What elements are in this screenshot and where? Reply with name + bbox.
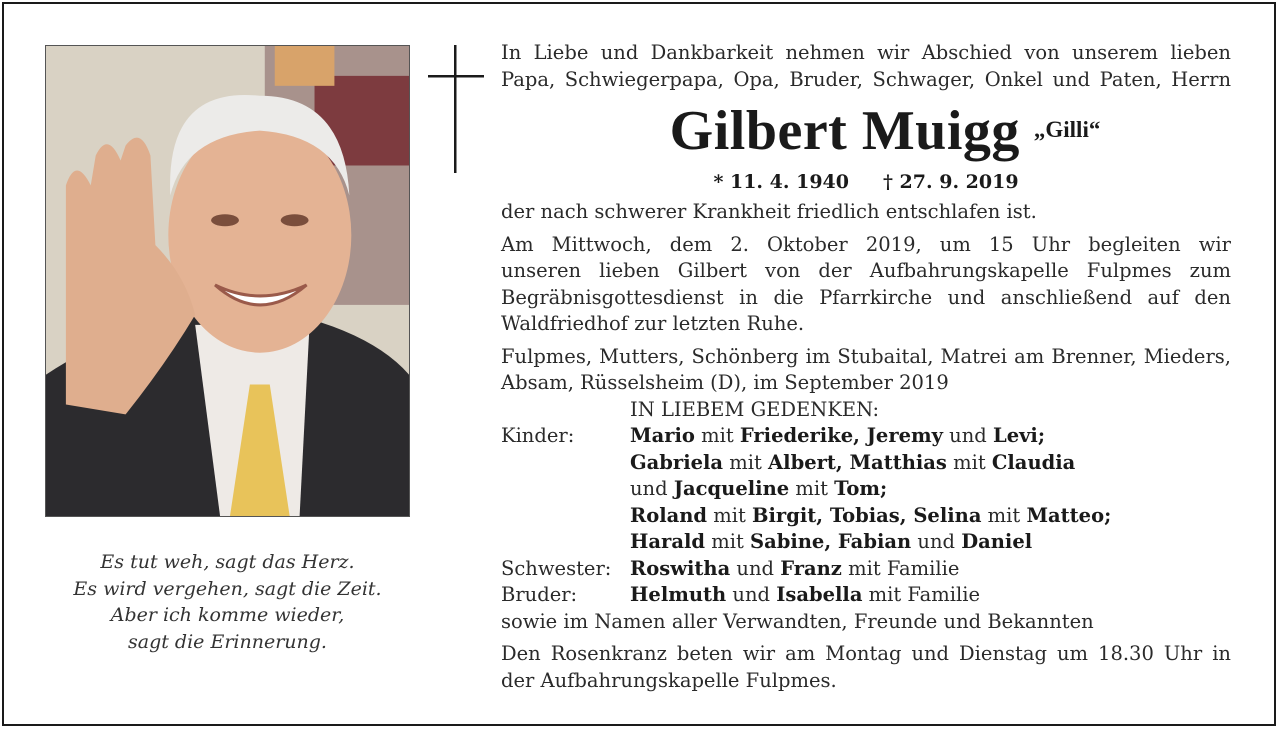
- family-row-sister: [501, 556, 1231, 583]
- deceased-nickname: „Gilli“: [1033, 117, 1101, 142]
- family-member-name: Helmuth: [630, 583, 727, 606]
- deceased-name: Gilbert Muigg: [669, 100, 1020, 162]
- family-member-name: Albert, Matthias: [768, 450, 947, 474]
- children-list: [630, 423, 1231, 556]
- family-row-brother: [501, 582, 1231, 609]
- cross-icon: [428, 45, 484, 173]
- family-connector-text: mit: [946, 450, 992, 474]
- family-role-label: Kinder:: [501, 424, 575, 447]
- intro-line: Papa, Schwiegerpapa, Opa, Bruder, Schwager, Onkel und Paten, Herrn: [501, 67, 1231, 91]
- family-connector-text: und: [942, 424, 993, 447]
- deceased-heading: [501, 97, 1231, 163]
- intro-line: In Liebe und Dankbarkeit nehmen wir Abschied von unserem lieben: [501, 41, 1231, 64]
- family-connector-text: mit: [723, 450, 769, 474]
- family-connector-text: mit: [789, 477, 835, 500]
- portrait-photo: [45, 45, 410, 517]
- memorial-heading-row: [501, 397, 1231, 424]
- poem-line: Es wird vergehen, sagt die Zeit.: [73, 577, 382, 600]
- family-member-name: Claudia: [991, 450, 1076, 474]
- relatives-line: sowie im Namen aller Verwandten, Freunde und Bekannten: [501, 609, 1094, 633]
- family-connector-text: und: [730, 556, 781, 580]
- family-connector-text: mit: [981, 503, 1027, 527]
- family-members-line: [630, 582, 1231, 609]
- death-date: † 27. 9. 2019: [883, 171, 1019, 193]
- family-connector-text: und: [911, 530, 962, 553]
- family-member-name: Friederike, Jeremy: [739, 424, 943, 447]
- family-member-name: Jacqueline: [673, 477, 790, 500]
- family-member-name: Roswitha: [630, 556, 731, 580]
- family-role-label: Schwester:: [501, 556, 612, 580]
- family-role-label: Bruder:: [501, 583, 578, 606]
- brother-list: [630, 582, 1231, 609]
- family-connector-text: mit Familie: [862, 583, 981, 606]
- family-member-name: Sabine, Fabian: [749, 530, 912, 553]
- family-connector-text: mit Familie: [841, 556, 960, 580]
- family-connector-text: mit: [694, 424, 740, 447]
- family-connector-text: mit: [705, 530, 750, 553]
- portrait-illustration: [46, 46, 409, 516]
- family-member-name: Isabella: [776, 583, 863, 606]
- family-member-name: Levi;: [992, 424, 1046, 447]
- family-connector-text: mit: [707, 503, 753, 527]
- funeral-line: unseren lieben Gilbert von der Aufbahrungskapelle Fulpmes zum: [501, 259, 1231, 282]
- memorial-poem: [45, 549, 410, 655]
- family-member-name: Birgit, Tobias, Selina: [752, 503, 982, 527]
- passing-line: der nach schwerer Krankheit friedlich entschlafen ist.: [501, 200, 1037, 223]
- family-member-name: Franz: [780, 556, 842, 580]
- family-members-line: [630, 450, 1231, 477]
- poem-line: Aber ich komme wieder,: [110, 604, 345, 626]
- family-member-name: Roland: [630, 503, 708, 527]
- family-connector-text: und: [630, 477, 674, 500]
- family-member-name: Gabriela: [630, 450, 724, 474]
- places-line: Fulpmes, Mutters, Schönberg im Stubaital, Matrei am Brenner, Mieders,: [501, 344, 1231, 368]
- life-dates: [501, 165, 1231, 199]
- rosary-line: der Aufbahrungskapelle Fulpmes.: [501, 668, 837, 692]
- family-row-children: [501, 423, 1231, 556]
- family-members-line: [630, 476, 1231, 503]
- family-member-name: Harald: [630, 530, 706, 553]
- family-connector-text: und: [726, 583, 777, 606]
- family-member-name: Tom;: [834, 477, 888, 500]
- family-members-line: [630, 423, 1231, 450]
- family-member-name: Matteo;: [1026, 503, 1112, 527]
- birth-date: * 11. 4. 1940: [713, 171, 849, 193]
- poem-line: sagt die Erinnerung.: [128, 630, 327, 653]
- rosary-line: Den Rosenkranz beten wir am Montag und Dienstag um 18.30 Uhr in: [501, 642, 1231, 665]
- family-members-line: [630, 529, 1231, 556]
- sister-list: [630, 556, 1231, 583]
- memorial-heading: IN LIEBEM GEDENKEN:: [630, 397, 880, 421]
- funeral-line: Waldfriedhof zur letzten Ruhe.: [501, 312, 805, 335]
- family-member-name: Daniel: [961, 530, 1033, 553]
- funeral-line: Am Mittwoch, dem 2. Oktober 2019, um 15 Uhr begleiten wir: [501, 232, 1231, 256]
- family-member-name: Mario: [630, 424, 695, 447]
- family-members-line: [630, 503, 1231, 530]
- family-members-line: [630, 556, 1231, 583]
- poem-line: Es tut weh, sagt das Herz.: [100, 551, 355, 573]
- places-line: Absam, Rüsselsheim (D), im September 2019: [501, 371, 949, 394]
- funeral-line: Begräbnisgottesdienst in die Pfarrkirche und anschließend auf den: [501, 285, 1231, 309]
- obituary-text: [501, 40, 1231, 694]
